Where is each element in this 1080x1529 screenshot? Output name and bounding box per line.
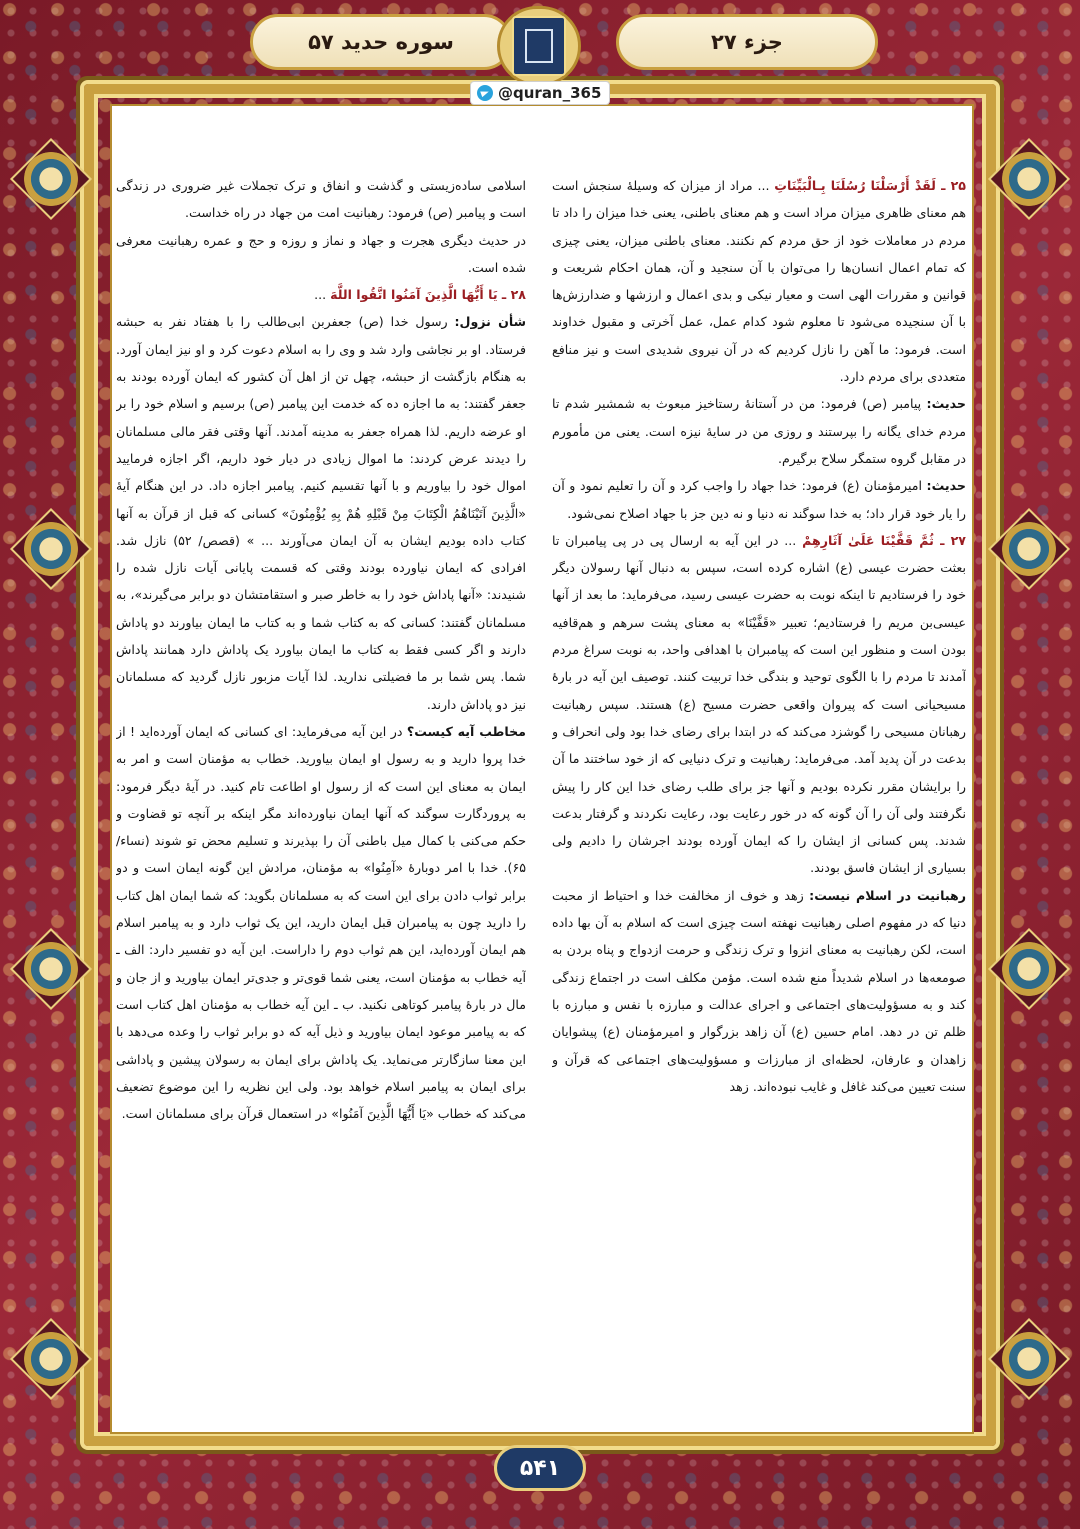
commentary-paragraph: [552, 390, 966, 472]
paragraph-heading: رهبانیت در اسلام نیست:: [809, 887, 966, 903]
paragraph-text: ...: [314, 287, 331, 303]
commentary-paragraph: [116, 718, 526, 1127]
page-number-badge: [494, 1445, 586, 1491]
quran-logo-icon: [497, 6, 581, 86]
verse-quote: ثُمَّ قَفَّيْنَا عَلَىٰ آثَارِهِمْ: [802, 532, 934, 548]
commentary-column-left: [116, 172, 526, 1402]
juz-title: [616, 14, 878, 70]
paragraph-text: اسلامی ساده‌زیستی و گذشت و انفاق و ترک تجملات غیر ضروری در زندگی است و پیامبر (ص) فرمود: رهبانیت امت من جهاد در راه خداست.: [116, 178, 526, 221]
ornament-medallion: [988, 928, 1070, 1010]
paragraph-text: ... مراد از میزان که وسیلۀ سنجش است هم معنای ظاهری میزان مراد است و هم معنای باطنی، یعنی خدا میزان را داد تا مردم در معاملات خود از حق مردم کم نکنند. معنای باطنی میزان، یعنی چیزی که تمام اعمال انسان‌ها را می‌توان با آن سنجید و آن، همان احکام شریعت و قوانین و مقررات الهی است و معیار نیکی و بدی اعمال و ارزشها و ضدارزش‌ها با آن سنجیده می‌شود تا معلوم شود کدام عمل، عمل آخرتی و مقبول خداوند است. فرمود: ما آهن را نازل کردیم که در آن نیروی شدیدی است و نیز منافع متعددی برای مردم دارد.: [552, 178, 966, 385]
channel-handle-text: @quran_365: [498, 84, 602, 102]
commentary-paragraph: [116, 281, 526, 308]
paragraph-text: امیرمؤمنان (ع) فرمود: خدا جهاد را واجب کرد و آن را تعلیم نمود و آن را یار خود قرار داد؛ به خدا سوگند نه دنیا و نه دین جز با جهاد اصلاح نمی‌شود.: [552, 478, 966, 521]
paragraph-heading: حدیث:: [926, 478, 966, 494]
commentary-paragraph: [116, 227, 526, 282]
telegram-icon: [477, 85, 493, 101]
verse-quote: يَا أَيُّهَا الَّذِينَ آمَنُوا اتَّقُوا اللَّهَ: [330, 287, 498, 303]
ornament-medallion: [10, 928, 92, 1010]
paragraph-text: در این آیه می‌فرماید: ای کسانی که ایمان آورده‌اید ! از خدا پروا دارید و به رسول او ایمان بیاورید. خطاب به مؤمنان است و امر به ایمان به معنای این است که از رسول او اطاعت تام کنید. در آیۀ دیگر فرمود: به پروردگارت سوگند که آنها ایمان نیاورده‌اند مگر اینکه بر آنچه تو قضاوت و حکم می‌کنی با کمال میل باطنی آن را بپذیرند و تسلیم محض تو شوند (نساء/ ۶۵). خدا با امر دوبارۀ «آمِنُوا» به مؤمنان، مرادش این گونه ایمان است و دو برابر ثواب دادن برای این است که به مسلمانان بگوید: که شما ایمان اهل کتاب را دارید چون به پیامبران قبل ایمان دارید، این یک ثواب دارد و به پیامبر اسلام هم ایمان آورده‌اید، این هم ثواب دوم را داراست. این آیه دو تفسیر دارد: الف ـ آیه خطاب به مؤمنان است، یعنی شما قوی‌تر و جدی‌تر ایمان بیاورید و از جان و مال در بارۀ پیامبر کوتاهی نکنید. ب ـ این آیه خطاب به مؤمنان اهل کتاب است که به پیامبر موعود ایمان بیاورید و ذیل آیه که دو برابر ثواب را وعده می‌دهد با این معنا سازگارتر می‌نماید. یک پاداش برای ایمان به رسولان پیشین و پاداشی برای ایمان به پیامبر اسلام خواهد بود. ولی این نظریه را این موضوع تضعیف می‌کند که خطاب «يَا أَيُّهَا الَّذِينَ آمَنُوا» در استعمال قرآن برای مسلمانان است.: [116, 723, 526, 1122]
commentary-paragraph: [552, 882, 966, 1100]
ornament-medallion: [988, 138, 1070, 220]
paragraph-text: ... در این آیه به ارسال پی در پی پیامبران تا بعثت حضرت عیسی (ع) اشاره کرده است، سپس به دنبال آنها رسولان دیگر خود را فرستادیم تا اینکه نوبت به حضرت عیسی رسید، می‌فرماید: ما بعد از آنها عیسی‌بن مریم را فرستادیم؛ تعبیر «قَفَّيْنَا» به معنای پشت سرهم و هم‌قافیه بودن است و منظور این است که پیامبران با اهدافی واحد، به نوبت سراغ مردم آمدند تا مردم را با الگوی توحید و بندگی خدا تربیت کنند. توصیف این آیه در بارۀ مسیحیانی است که پیروان واقعی حضرت مسیح (ع) هستند. سپس رهبانیت رهبانان مسیحی را گوشزد می‌کند که در ابتدا برای رضای خدا بود ولی انحراف و بدعت در آن پدید آمد. می‌فرماید: رهبانیت و ترک دنیایی که از خود ساختند ما آن را برایشان مقرر نکرده بودیم و آنها جز برای طلب رضای خدا این کار را پیش نگرفتند ولی آن را آن گونه که در خور رعایت بود، رعایت نکردند و گرفتار بدعت شدند. پس کسانی از ایشان را که ایمان آورده بودند اجرشان را دادیم ولی بسیاری از ایشان فاسق بودند.: [552, 532, 966, 876]
paragraph-heading: مخاطب آیه کیست؟: [406, 723, 526, 739]
verse-quote: لَقَدْ أَرْسَلْنَا رُسُلَنَا بِـالْبَيِّنَاتِ: [774, 178, 936, 193]
commentary-paragraph: [552, 172, 966, 390]
ornament-medallion: [10, 138, 92, 220]
verse-number: ۲۸ ـ: [497, 287, 526, 303]
juz-label: جزء ۲۷: [711, 30, 783, 54]
paragraph-heading: شأن نزول:: [454, 314, 526, 330]
verse-number: ۲۷ ـ: [933, 532, 966, 548]
commentary-column-right: [552, 172, 966, 1402]
surah-title: [250, 14, 512, 70]
paragraph-text: پیامبر (ص) فرمود: من در آستانۀ رستاخیز مبعوث به شمشیر شدم تا مردم خدای یگانه را بپرستند و روزی من در سایۀ نیزه است. یعنی من مأمورم در مقابل گروه ستمگر سلاح برگیرم.: [552, 396, 966, 466]
commentary-paragraph: [116, 172, 526, 227]
verse-number: ۲۵ ـ: [935, 178, 966, 193]
commentary-paragraph: [116, 308, 526, 717]
paragraph-text: زهد و خوف از مخالفت خدا و احتیاط از محبت دنیا که در مفهوم اصلی رهبانیت نهفته است چیزی است که اسلام به آن بها داده است، لکن رهبانیت به معنای انزوا و ترک زندگی و حرمت ازدواج و پناه بردن به صومعه‌ها در اسلام شدیداً منع شده است. مؤمن مکلف است در اجتماع زندگی کند و به مسؤولیت‌های اجتماعی و اجرای عدالت و مبارزه با نفس و مبارزه با ظلم تن در دهد. امام حسین (ع) آن زاهد بزرگوار و امیرمؤمنان (ع) پیشوایان زاهدان و عارفان، لحظه‌ای از مبارزات و مسؤولیت‌های اجتماعی که قرآن و سنت تعیین می‌کند غافل و غایب نبوده‌اند. زهد: [552, 887, 966, 1094]
paragraph-text: در حدیث دیگری هجرت و جهاد و نماز و روزه و حج و عمره رهبانیت معرفی شده است.: [116, 232, 526, 275]
surah-label: سوره حدید ۵۷: [308, 30, 454, 54]
ornament-medallion: [988, 1318, 1070, 1400]
channel-handle[interactable]: [470, 81, 610, 105]
page-number: ۵۴۱: [519, 1455, 561, 1481]
ornament-medallion: [988, 508, 1070, 590]
paragraph-text: رسول خدا (ص) جعفربن ابی‌طالب را با هفتاد نفر به حبشه فرستاد. او بر نجاشی وارد شد و وی را به اسلام دعوت کرد و او نیز ایمان آورد. به هنگام بازگشت از حبشه، چهل تن از اهل آن کشور که ایمان آورده بودند به جعفر گفتند: به ما اجازه ده که خدمت این پیامبر (ص) برسیم و اسلام خود را بر او عرضه داریم. لذا همراه جعفر به مدینه آمدند. آنها وقتی فقر مالی مسلمانان را دیدند عرض کردند: ما اموال زیادی در دیار خود داریم، اگر اجازه فرمایید اموال خود را بیاوریم و با آنها تقسیم کنیم. پیامبر اجازه داد. در این هنگام آیۀ «الَّذِينَ آتَيْنَاهُمُ الْكِتَابَ مِنْ قَبْلِهِ هُمْ بِهِ يُؤْمِنُونَ» کسانی که قبل از قرآن به آنها کتاب داده بودیم ایشان به آن ایمان می‌آورند ... » (قصص/ ۵۲) نازل شد. افرادی که ایمان نیاورده بودند وقتی که قسمت پایانی آیات نازل شده را شنیدند: «آنها پاداش خود را به خاطر صبر و استقامتشان دو برابر می‌گیرند»، به مسلمانان گفتند: کسانی که به کتاب شما و به کتاب ما ایمان بیاورند دو پاداش دارند و اگر کسی فقط به کتاب ما ایمان بیاورد یک پاداش دارد همانند پاداش شما. پس شما بر ما فضیلتی ندارید. لذا آیات مزبور نازل گردید که مسلمانان نیز دو پاداش دارند.: [116, 314, 526, 712]
paragraph-heading: حدیث:: [926, 396, 966, 412]
ornament-medallion: [10, 1318, 92, 1400]
commentary-paragraph: [552, 472, 966, 527]
commentary-paragraph: [552, 527, 966, 882]
ornament-medallion: [10, 508, 92, 590]
